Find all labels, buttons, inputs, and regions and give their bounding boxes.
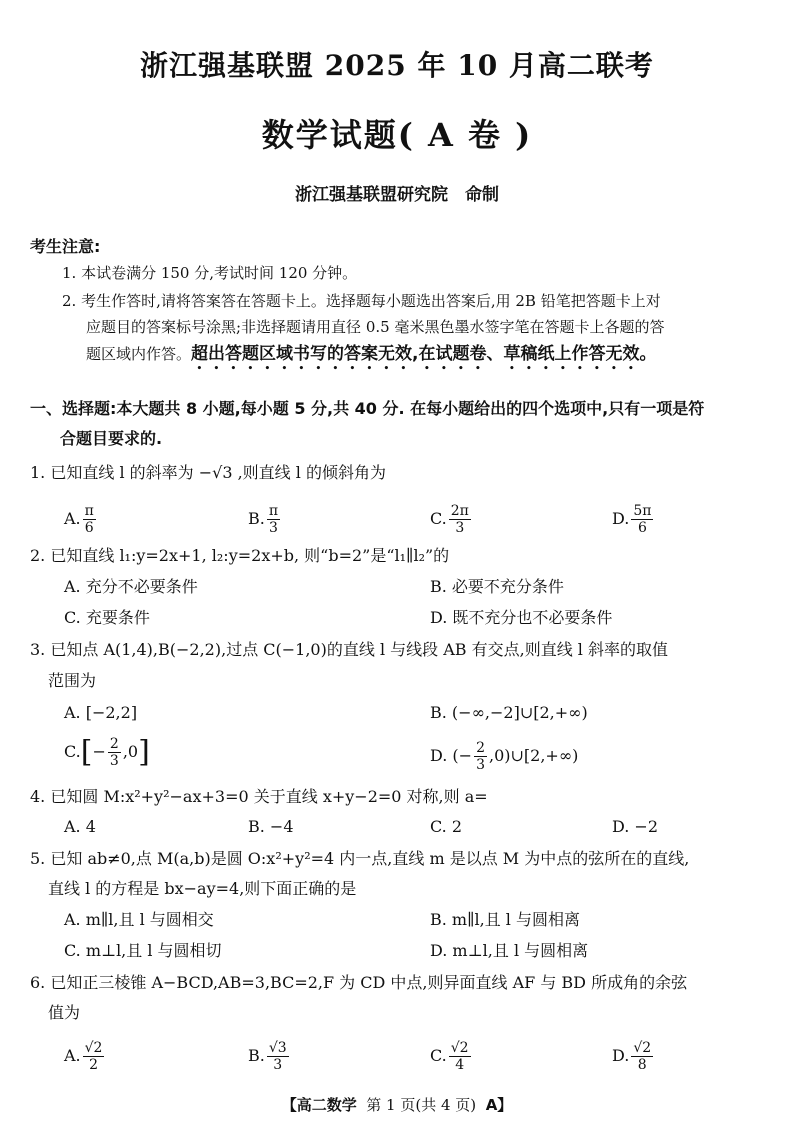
question-4-option-b: B. −4 <box>248 817 294 836</box>
question-5-option-a: A. m∥l,且 l 与圆相交 <box>64 910 214 929</box>
question-6-option-d: D. $\frac{√2}{8}$ <box>612 1040 652 1074</box>
question-3-option-c: C.[− $\frac{2}{3}$ ,0] <box>64 734 150 770</box>
question-3-stem-line-1: 3. 已知点 A(1,4),B(−2,2),过点 C(−1,0)的直线 l 与线段 AB 有交点,则直线 l 斜率的取值 <box>30 640 669 659</box>
question-1-option-d: D. $\frac{5\pi}{6}$ <box>612 503 652 537</box>
footer-page: 第 1 页(共 4 页) <box>366 1096 477 1114</box>
question-2-option-a: A. 充分不必要条件 <box>64 577 198 596</box>
question-3-stem-line-2: 范围为 <box>48 671 97 690</box>
question-6-option-c: C. $\frac{√2}{4}$ <box>430 1040 469 1074</box>
question-5-stem-line-2: 直线 l 的方程是 bx−ay=4,则下面正确的是 <box>48 879 357 898</box>
question-6-option-b: B. $\frac{√3}{3}$ <box>248 1040 287 1074</box>
question-2-option-c: C. 充要条件 <box>64 608 150 627</box>
question-1-stem: 1. 已知直线 l 的斜率为 −√3 ,则直线 l 的倾斜角为 <box>30 463 386 482</box>
footer-paper: A】 <box>485 1096 513 1114</box>
notice-item-1: 1. 本试卷满分 150 分,考试时间 120 分钟。 <box>62 264 358 282</box>
question-6-stem-line-2: 值为 <box>48 1003 81 1022</box>
question-5-option-b: B. m∥l,且 l 与圆相离 <box>430 910 580 929</box>
notice-item-2-line-3 <box>86 344 776 374</box>
section-heading-line-2: 合题目要求的. <box>60 429 163 448</box>
question-1-option-b: B. $\frac{\pi}{3}$ <box>248 503 279 537</box>
section-heading-line-1: 一、选择题:本大题共 8 小题,每小题 5 分,共 40 分. 在每小题给出的四个选项中,只有一项是符 <box>30 399 705 418</box>
question-2-option-d: D. 既不充分也不必要条件 <box>430 608 613 627</box>
footer-subject: 【高二数学 <box>281 1096 357 1114</box>
question-2-stem: 2. 已知直线 l₁:y=2x+1, l₂:y=2x+b, 则“b=2”是“l₁∥l₂”的 <box>30 546 450 565</box>
question-1-option-a: A. $\frac{\pi}{6}$ <box>64 503 94 537</box>
question-6-stem-line-1: 6. 已知正三棱锥 A−BCD,AB=3,BC=2,F 为 CD 中点,则异面直线 AF 与 BD 所成角的余弦 <box>30 973 688 992</box>
notice-heading: 考生注意: <box>30 237 101 256</box>
notice-emphasis-text: 超出答题区域书写的答案无效,在试题卷、草稿纸上作答无效。 <box>191 344 657 364</box>
question-4-option-a: A. 4 <box>64 817 96 836</box>
question-5-option-d: D. m⊥l,且 l 与圆相离 <box>430 941 589 960</box>
question-4-option-d: D. −2 <box>612 817 659 836</box>
question-5-option-c: C. m⊥l,且 l 与圆相切 <box>64 941 222 960</box>
notice-plain-text: 题区域内作答。 <box>86 345 192 363</box>
exam-author: 浙江强基联盟研究院 命制 <box>295 185 499 205</box>
notice-item-2-line-1: 2. 考生作答时,请将答案答在答题卡上。选择题每小题选出答案后,用 2B 铅笔把答题卡上对 <box>62 292 661 310</box>
question-5-stem-line-1: 5. 已知 ab≠0,点 M(a,b)是圆 O:x²+y²=4 内一点,直线 m 是以点 M 为中点的弦所在的直线, <box>30 849 690 868</box>
question-4-option-c: C. 2 <box>430 817 463 836</box>
exam-title: 浙江强基联盟 2025 年 10 月高二联考 <box>140 49 654 82</box>
question-1-option-c: C. $\frac{2\pi}{3}$ <box>430 503 469 537</box>
question-2-option-b: B. 必要不充分条件 <box>430 577 564 596</box>
question-3-option-b: B. (−∞,−2]∪[2,+∞) <box>430 703 588 722</box>
question-6-option-a: A. $\frac{√2}{2}$ <box>64 1040 103 1074</box>
question-3-option-d: D. (− $\frac{2}{3}$ ,0)∪[2,+∞) <box>430 740 579 774</box>
page-footer <box>0 1094 794 1115</box>
question-4-stem: 4. 已知圆 M:x²+y²−ax+3=0 关于直线 x+y−2=0 对称,则 a= <box>30 787 488 806</box>
notice-item-2-line-2: 应题目的答案标号涂黑;非选择题请用直径 0.5 毫米黑色墨水签字笔在答题卡上各题的答 <box>86 318 665 336</box>
exam-subtitle: 数学试题( A 卷 ) <box>261 116 533 154</box>
question-3-option-a: A. [−2,2] <box>64 703 138 722</box>
